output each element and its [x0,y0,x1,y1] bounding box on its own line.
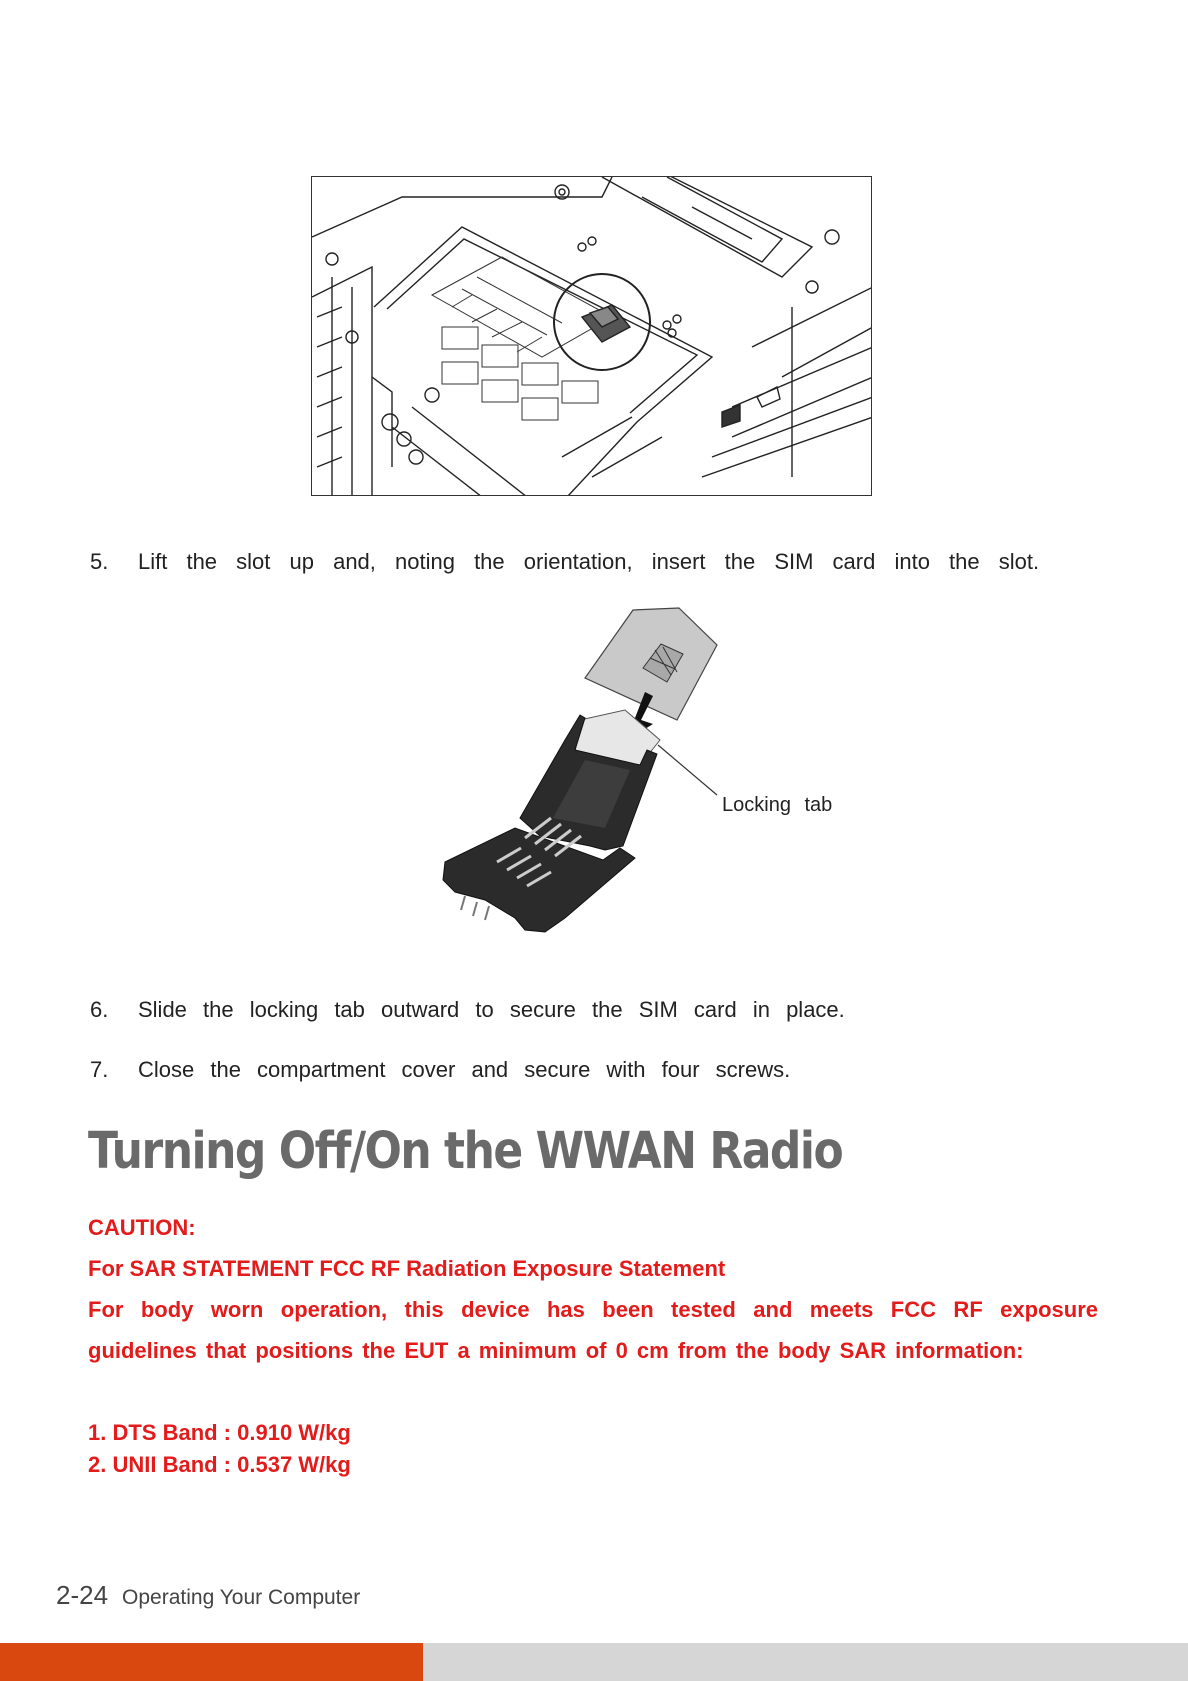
step-number: 5. [90,549,109,574]
caution-subheading: For SAR STATEMENT FCC RF Radiation Exposure Statement [88,1256,726,1281]
footer-bar [423,1643,1188,1681]
caution-heading: CAUTION: [88,1215,196,1240]
sar-value-item: 2. UNII Band : 0.537 W/kg [88,1452,351,1477]
step-text: Close the compartment cover and secure with four screws. [138,1057,791,1082]
instruction-step [90,548,1100,576]
instruction-step [90,996,1100,1024]
step-text: Lift the slot up and, noting the orientation, insert the SIM card into the slot. [138,549,1040,574]
compartment-illustration [311,176,872,496]
sar-value-item: 1. DTS Band : 0.910 W/kg [88,1420,351,1445]
footer-section-name: Operating Your Computer [122,1586,361,1609]
page-footer [56,1580,360,1611]
step-number: 7. [90,1057,109,1082]
step-number: 6. [90,997,109,1022]
page-number: 2-24 [56,1580,109,1610]
footer-bar-accent [0,1643,423,1681]
locking-tab-label: Locking tab [722,794,833,816]
instruction-step [90,1056,1100,1084]
section-title: Turning Off/On the WWAN Radio [88,1122,843,1181]
caution-body: For body worn operation, this device has been tested and meets FCC RF exposure guidelines that positions the EUT a minimum of 0 cm from the body SAR information: [88,1297,1098,1363]
sar-values-list [88,1417,351,1481]
sim-insertion-illustration [425,600,735,950]
step-text: Slide the locking tab outward to secure the SIM card in place. [138,997,845,1022]
